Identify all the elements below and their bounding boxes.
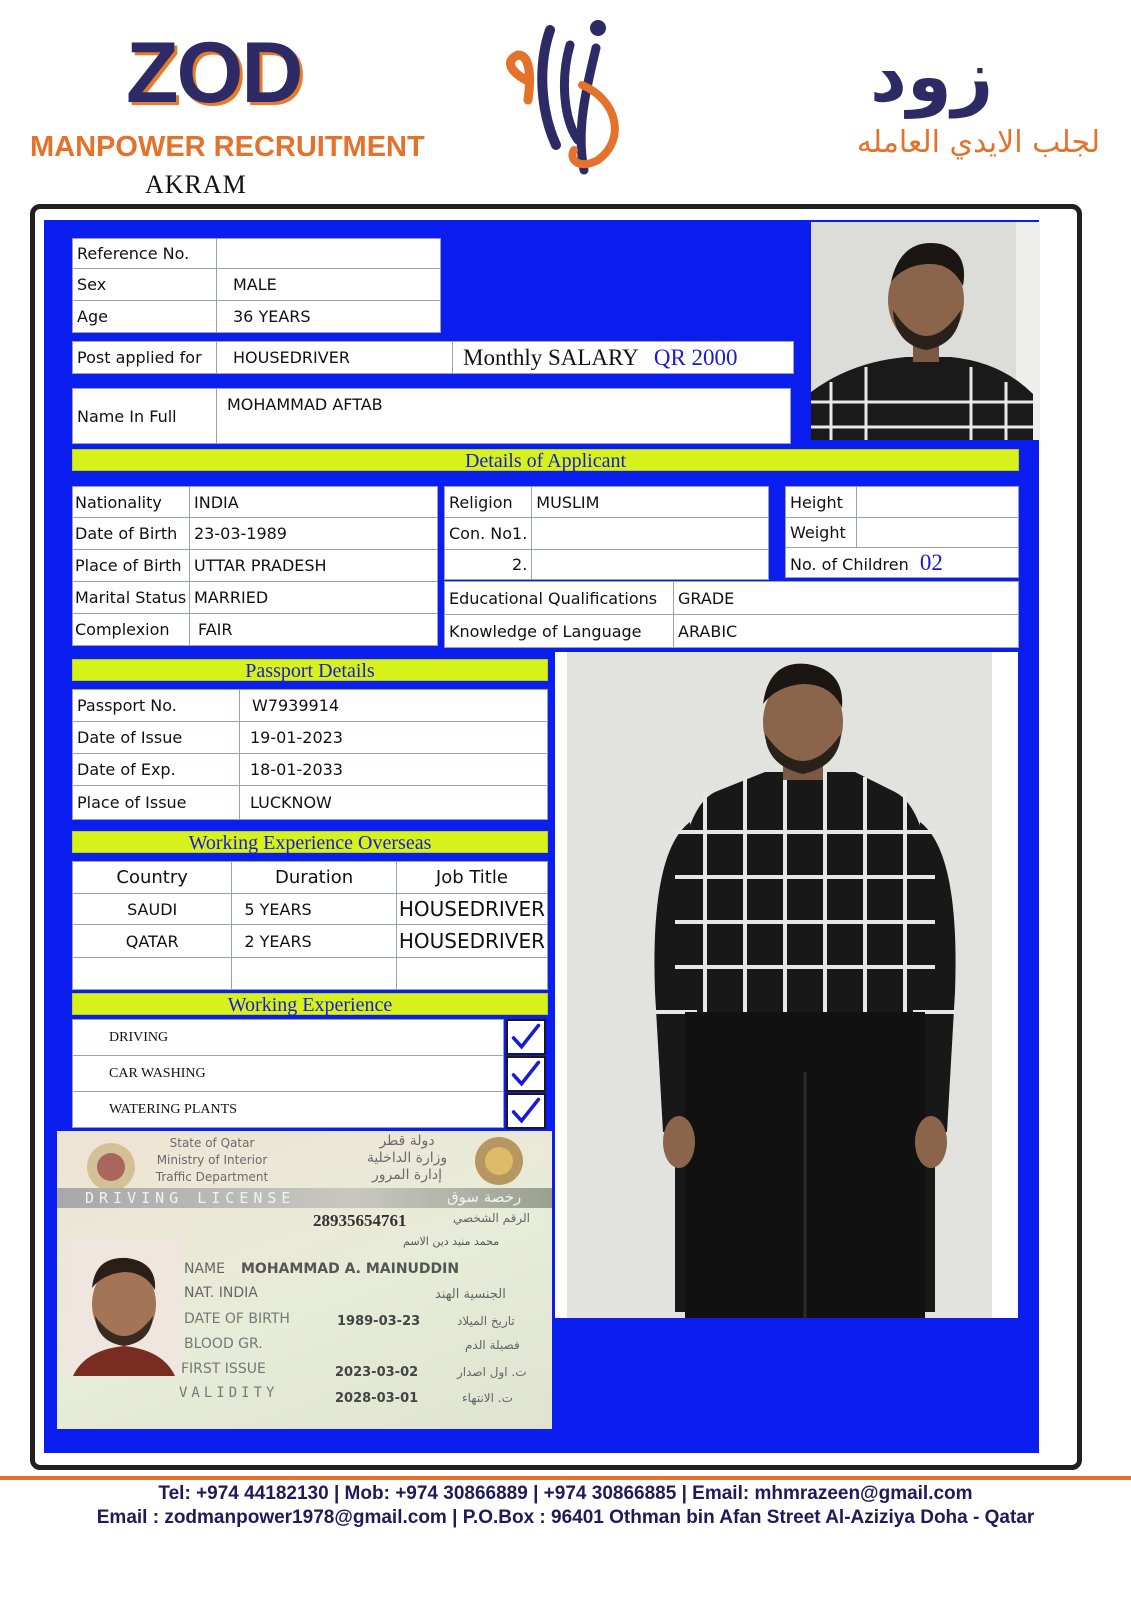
agent-name: AKRAM	[145, 170, 247, 199]
nationality-label: Nationality	[73, 487, 190, 518]
children-value: 02	[919, 549, 943, 575]
passport-table	[72, 689, 548, 820]
passport-no-value: W7939914	[240, 690, 548, 722]
license-state-en: State of Qatar	[169, 1136, 255, 1150]
license-name-label: NAME	[184, 1261, 225, 1277]
license-blood-label: BLOOD GR.	[184, 1336, 263, 1352]
sex-label: Sex	[73, 269, 217, 301]
passport-issue-value: 19-01-2023	[240, 722, 548, 754]
list-item: CAR WASHING	[73, 1056, 504, 1092]
license-dept-ar: إدارة المرور	[371, 1167, 443, 1183]
arabic-tagline: لجلب الايدي العامله	[856, 125, 1100, 160]
complexion-value: FAIR	[190, 614, 438, 646]
education-label: Educational Qualifications	[445, 582, 674, 615]
license-first-ar: ت. اول اصدار	[457, 1365, 527, 1379]
license-name-value: MOHAMMAD A. MAINUDDIN	[241, 1261, 460, 1277]
passport-issue-label: Date of Issue	[73, 722, 240, 754]
weight-value	[857, 518, 1019, 548]
license-first-label: FIRST ISSUE	[181, 1361, 266, 1377]
pob-label: Place of Birth	[73, 550, 190, 582]
table-row	[73, 958, 548, 990]
salary-value: QR 2000	[653, 344, 738, 370]
name-label: Name In Full	[73, 389, 217, 444]
passport-exp-value: 18-01-2033	[240, 754, 548, 786]
con2-label: 2.	[445, 550, 532, 580]
license-ministry-en: Ministry of Interior	[156, 1153, 268, 1167]
reference-value	[217, 239, 441, 269]
complexion-label: Complexion	[73, 614, 190, 646]
dob-value: 23-03-1989	[190, 518, 438, 550]
footer-contact-line-2: Email : zodmanpower1978@gmail.com | P.O.Box : 96401 Othman bin Afan Street Al-Aziziya Doha - Qatar	[96, 1507, 1035, 1528]
table-row	[73, 894, 548, 925]
experience-section-title: Working Experience	[72, 993, 548, 1015]
applicant-photo-small	[811, 222, 1040, 440]
gcc-emblem-icon	[469, 1133, 529, 1189]
applicant-left-table	[72, 486, 438, 646]
driving-checkbox[interactable]	[506, 1019, 546, 1055]
list-item: WATERING PLANTS	[73, 1092, 504, 1128]
passport-place-label: Place of Issue	[73, 786, 240, 820]
license-blood-ar: فصيلة الدم	[465, 1338, 520, 1352]
checkmark-icon	[508, 1058, 544, 1090]
physical-table	[785, 486, 1019, 578]
brand-tagline: MANPOWER RECRUITMENT	[30, 131, 425, 163]
education-value: GRADE	[674, 582, 1019, 615]
name-value: MOHAMMAD AFTAB	[217, 389, 791, 444]
row-country: SAUDI	[73, 894, 232, 925]
license-nat-ar: الجنسية الهند	[435, 1287, 506, 1302]
con2-value	[532, 550, 769, 580]
col-job: Job Title	[396, 862, 547, 894]
post-table	[72, 341, 794, 374]
brand-logo-text: ZOD	[126, 25, 302, 121]
checkmark-icon	[508, 1095, 544, 1127]
overseas-section-title: Working Experience Overseas	[72, 831, 548, 853]
license-state-ar: دولة قطر	[379, 1133, 435, 1149]
nationality-value: INDIA	[190, 487, 438, 518]
age-label: Age	[73, 301, 217, 333]
license-name-ar: محمد منيد دين الاسم	[403, 1235, 500, 1248]
passport-no-label: Passport No.	[73, 690, 240, 722]
row-job: HOUSEDRIVER	[396, 894, 547, 925]
marital-label: Marital Status	[73, 582, 190, 614]
age-value: 36 YEARS	[217, 301, 441, 333]
qatar-emblem-icon	[79, 1141, 143, 1193]
con1-label: Con. No1.	[445, 518, 532, 550]
sex-value: MALE	[217, 269, 441, 301]
license-id-ar: الرقم الشخصي	[453, 1211, 530, 1225]
brand-logo-icon	[498, 10, 638, 180]
footer-divider	[0, 1476, 1131, 1480]
religion-label: Religion	[445, 487, 532, 518]
license-ministry-ar: وزارة الداخلية	[366, 1150, 448, 1166]
checkmark-icon	[508, 1021, 544, 1053]
passport-place-value: LUCKNOW	[240, 786, 548, 820]
license-first-value: 2023-03-02	[335, 1365, 419, 1380]
license-dept-en: Traffic Department	[155, 1170, 269, 1184]
license-dob-value: 1989-03-23	[337, 1314, 421, 1329]
driving-license-card	[57, 1131, 552, 1429]
license-title-ar: رخصة سوق	[447, 1188, 522, 1206]
watering-plants-checkbox[interactable]	[506, 1093, 546, 1129]
post-label: Post applied for	[73, 342, 217, 374]
con1-value	[532, 518, 769, 550]
license-photo	[65, 1238, 183, 1376]
language-label: Knowledge of Language	[445, 615, 674, 648]
portrait-icon	[811, 222, 1040, 440]
license-title-en: DRIVING LICENSE	[85, 1189, 296, 1207]
passport-section-title: Passport Details	[72, 659, 548, 681]
language-value: ARABIC	[674, 615, 1019, 648]
footer-contact-line-1: Tel: +974 44182130 | Mob: +974 30866889 | +974 30866885 | Email: mhmrazeen@gmail.com	[158, 1483, 973, 1504]
license-validity-value: 2028-03-01	[335, 1391, 419, 1406]
car-washing-checkbox[interactable]	[506, 1056, 546, 1092]
pob-value: UTTAR PRADESH	[190, 550, 438, 582]
license-validity-label: VALIDITY	[179, 1385, 279, 1401]
weight-label: Weight	[786, 518, 857, 548]
license-dob-ar: تاريخ الميلاد	[457, 1314, 515, 1328]
religion-value: MUSLIM	[532, 487, 769, 518]
name-table	[72, 388, 791, 444]
reference-table	[72, 238, 441, 333]
reference-label: Reference No.	[73, 239, 217, 269]
arabic-brand: زود	[870, 34, 994, 118]
row-country: QATAR	[73, 925, 232, 958]
col-duration: Duration	[232, 862, 396, 894]
height-value	[857, 487, 1019, 518]
applicant-photo-full	[555, 652, 1018, 1318]
row-duration: 5 YEARS	[232, 894, 396, 925]
license-nat-label: NAT. INDIA	[184, 1285, 258, 1301]
marital-value: MARRIED	[190, 582, 438, 614]
row-job: HOUSEDRIVER	[396, 925, 547, 958]
row-duration: 2 YEARS	[232, 925, 396, 958]
full-body-portrait-icon	[555, 652, 1018, 1318]
education-table	[444, 581, 1019, 648]
height-label: Height	[786, 487, 857, 518]
overseas-table	[72, 861, 548, 990]
post-value: HOUSEDRIVER	[217, 342, 453, 374]
passport-exp-label: Date of Exp.	[73, 754, 240, 786]
children-label: No. of Children	[790, 554, 909, 574]
license-validity-ar: ت. الانتهاء	[462, 1391, 513, 1405]
col-country: Country	[73, 862, 232, 894]
applicant-section-title: Details of Applicant	[72, 449, 1019, 471]
religion-table	[444, 486, 769, 580]
license-dob-label: DATE OF BIRTH	[184, 1311, 290, 1327]
license-id-number: 28935654761	[313, 1211, 407, 1230]
salary-label: Monthly SALARY	[463, 344, 639, 370]
table-row	[73, 925, 548, 958]
dob-label: Date of Birth	[73, 518, 190, 550]
experience-table	[72, 1019, 504, 1128]
list-item: DRIVING	[73, 1020, 504, 1056]
